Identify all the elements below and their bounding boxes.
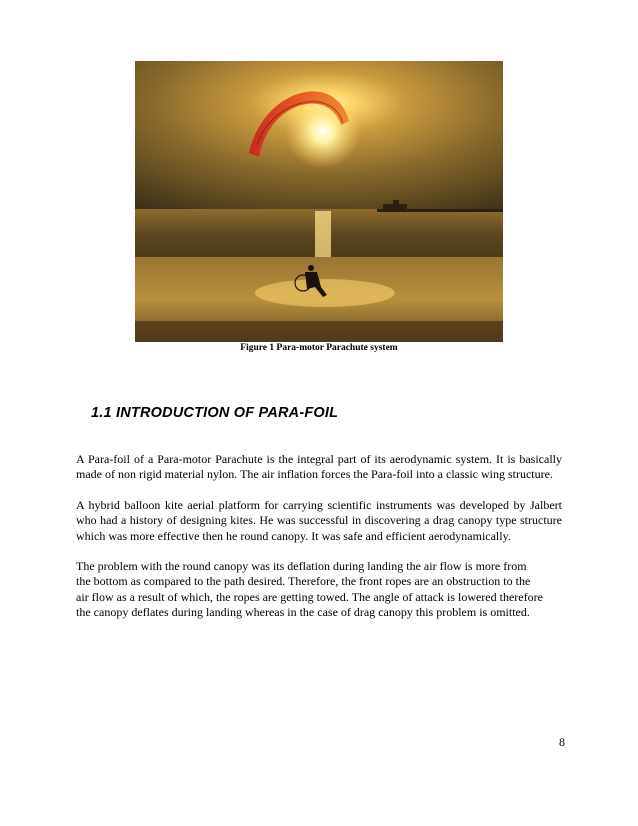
paragraph-1	[76, 452, 562, 483]
paragraph-3-line: the canopy deflates during landing whereas in the case of drag canopy this problem is omitted.	[76, 605, 530, 620]
page-number: 8	[559, 735, 565, 749]
sunset-beach-illustration	[135, 61, 503, 342]
section-heading: 1.1 INTRODUCTION OF PARA-FOIL	[91, 405, 339, 421]
paragraph-3	[76, 559, 562, 621]
sun-reflection	[315, 211, 331, 259]
paragraph-1-text: A Para-foil of a Para-motor Parachute is the integral part of its aerodynamic system. It is basically made of non rigid material nylon. The air inflation forces the Para-foil into a classic wing structure.	[76, 452, 562, 482]
paragraph-3-line: air flow as a result of which, the ropes are getting towed. The angle of attack is lowered therefore	[76, 589, 543, 604]
paragraph-2-text: A hybrid balloon kite aerial platform for carrying scientific instruments was developed by Jalbert who had a history of designing kites. He was successful in discovering a drag canopy type structure which was more effective then he round canopy. It was safe and efficient aerodynamically.	[76, 498, 562, 543]
paragraph-3-line: The problem with the round canopy was its deflation during landing the air flow is more from	[76, 559, 527, 573]
foreground-sand	[135, 321, 503, 342]
paramotor-photo	[135, 61, 503, 342]
figure-caption: Figure 1 Para-motor Parachute system	[240, 343, 398, 353]
paragraph-3-line: the bottom as compared to the path desired. Therefore, the front ropes are an obstruction to the	[76, 574, 531, 589]
paragraph-2	[76, 498, 562, 544]
